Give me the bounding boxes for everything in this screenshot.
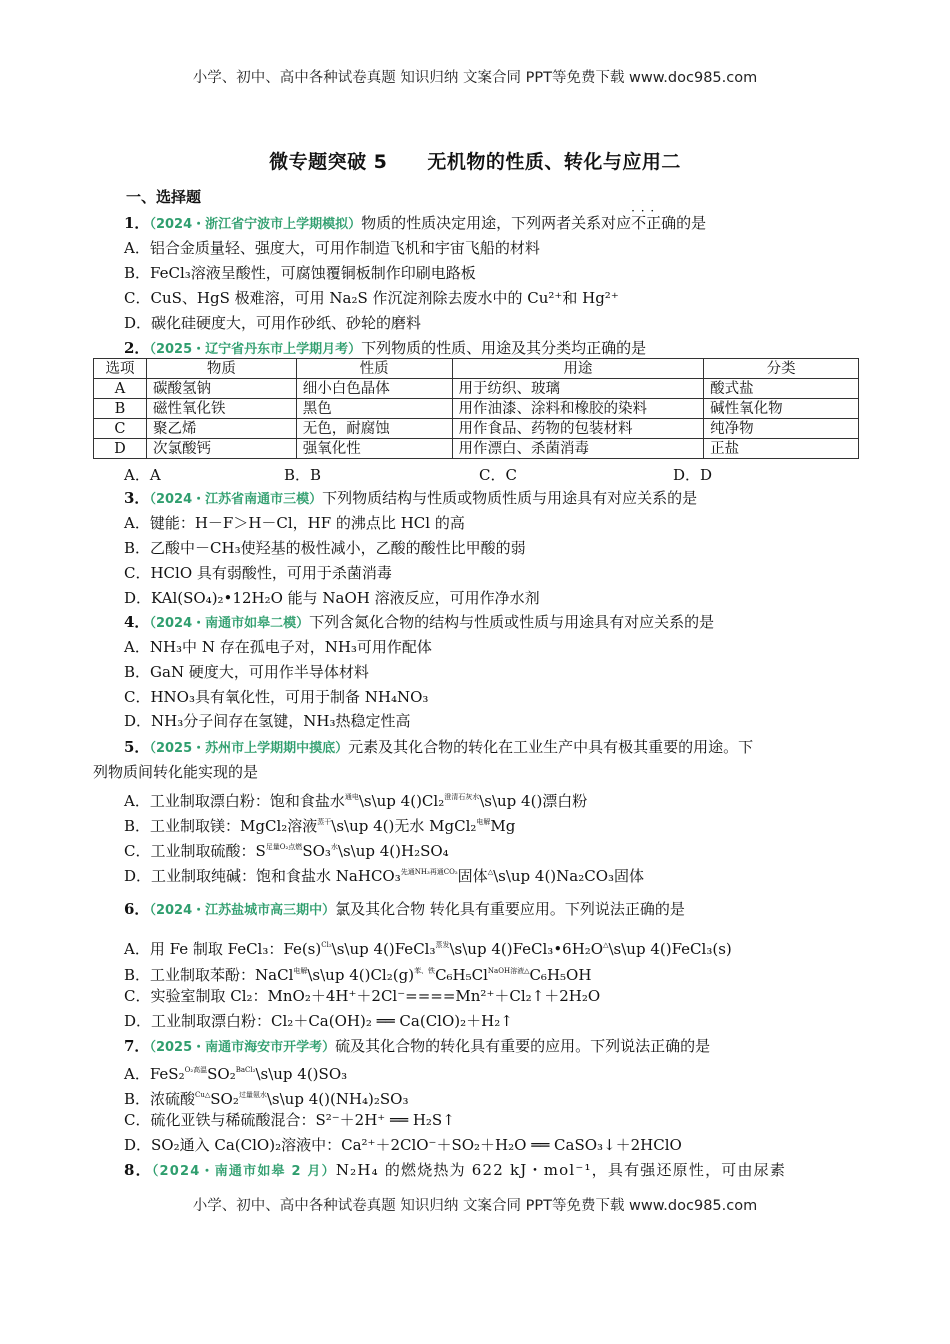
page-title [0,147,950,174]
q2-choice-a: A．A [124,466,161,484]
q2-choice-d: D．D [673,466,713,484]
title-part1: 微专题突破 5 [269,151,388,173]
q3-source: （2024・江苏省南通市三模） [149,492,323,507]
q8-source: （2024・南通市如皋 2 月） [151,1164,336,1179]
q5-d-step2: \s\up 4()Na₂CO₃固体 [493,867,645,885]
q5-c-step1: SO₃ [302,842,331,860]
q5-b-step1: \s\up 4()无水 MgCl₂ [331,817,477,835]
table-cell: 次氯酸钙 [146,439,296,459]
q4-option-b: B．GaN 硬度大，可用作半导体材料 [124,663,369,681]
page-header: 小学、初中、高中各种试卷真题 知识归纳 文案合同 PPT等免费下载 www.doc985.com [192,70,758,86]
q1-option-c: C．CuS、HgS 极难溶，可用 Na₂S 作沉淀剂除去废水中的 Cu²⁺和 Hg²⁺ [124,289,619,307]
q1-source: （2024・浙江省宁波市上学期模拟） [149,217,362,232]
table-cell: 正盐 [704,439,859,459]
q7-a-text: A．FeS₂ [124,1065,185,1083]
q6-b-step3: C₆H₅OH [529,966,592,984]
q2-choice-c: C．C [479,466,517,484]
q5-option-c: C．工业制取硫酸：$S^{足量O_2点燃}SO_3^水\backslash s\backslash up$ 4()H₂SO₄ [124,842,449,860]
table-header: 选项 [94,359,147,379]
q5-source: （2025・苏州市上学期期中摸底） [149,741,349,756]
q4-option-a: A．NH₃中 N 存在孤电子对，NH₃可用作配体 [124,638,432,656]
table-header: 性质 [296,359,452,379]
table-row [94,439,859,459]
q3-number: 3． [124,489,150,507]
q5-a-step1: \s\up 4()Cl₂ [358,792,445,810]
table-cell: 无色，耐腐蚀 [296,419,452,439]
q5-c-step2: \s\up 4()H₂SO₄ [337,842,449,860]
q4-option-c: C．HNO₃具有氧化性，可用于制备 NH₄NO₃ [124,688,429,706]
q3-option-b: B．乙酸中－CH₃使羟基的极性减小，乙酸的酸性比甲酸的弱 [124,539,526,557]
q2-table [93,358,859,459]
table-cell: 聚乙烯 [146,419,296,439]
q7-option-d: D．SO₂通入 Ca(ClO)₂溶液中：Ca²⁺＋2ClO⁻＋SO₂＋H₂O ══ CaSO₃↓＋2HClO [124,1136,682,1154]
q7-source: （2025・南通市海安市开学考） [149,1040,336,1055]
q5-stem-cont: 列物质间转化能实现的是 [93,763,259,781]
table-cell: 用于纺织、玻璃 [452,379,704,399]
q6-a-step1: \s\up 4()FeCl₃ [331,940,436,958]
q3-stem: 下列物质结构与性质或物质性质与用途具有对应关系的是 [322,489,698,507]
q7-option-b: B．浓硫酸$^{Cu\triangle}$SO₂$^{过量氨水}$\s\up 4()(NH₄)₂SO₃ [124,1090,409,1108]
table-cell: 磁性氧化铁 [146,399,296,419]
table-cell: C [94,419,147,439]
section-heading: 一、选择题 [126,188,202,206]
q3-option-a: A．键能：H－F＞H－Cl，HF 的沸点比 HCl 的高 [124,514,465,532]
q4-source: （2024・南通市如皋二模） [149,616,310,631]
q5-a-step2: \s\up 4()漂白粉 [479,792,588,810]
q7-number: 7． [124,1037,150,1055]
q7-a-step1: SO₂ [207,1065,236,1083]
table-cell: B [94,399,147,419]
question-6 [124,899,858,921]
q1-stem: 物质的性质决定用途，下列两者关系对应 [361,214,632,232]
q6-option-d: D．工业制取漂白粉：Cl₂＋Ca(OH)₂ ══ Ca(ClO)₂＋H₂↑ [124,1012,513,1030]
q1-stem-end: 的是 [676,214,707,232]
q6-a-text: A．用 Fe 制取 FeCl₃：Fe(s) [124,940,322,958]
q1-option-a: A．铝合金质量轻、强度大，可用作制造飞机和宇宙飞船的材料 [124,239,540,257]
q5-c-text: C．工业制取硫酸：S [124,842,266,860]
q6-a-step3: \s\up 4()FeCl₃(s) [608,940,732,958]
q5-b-step2: Mg [490,817,516,835]
table-cell: 碳酸氢钠 [146,379,296,399]
table-header: 用途 [452,359,704,379]
q3-option-d: D．KAl(SO₄)₂•12H₂O 能与 NaOH 溶液反应，可用作净水剂 [124,589,540,607]
q6-b-text: B．工业制取苯酚：NaCl [124,966,294,984]
q7-stem: 硫及其化合物的转化具有重要的应用。下列说法正确的是 [335,1037,711,1055]
q6-source: （2024・江苏盐城市高三期中） [149,903,336,918]
question-1 [124,213,858,235]
table-row [94,379,859,399]
question-4 [124,612,858,634]
q7-option-c: C．硫化亚铁与稀硫酸混合：S²⁻＋2H⁺ ══ H₂S↑ [124,1111,455,1129]
table-cell: A [94,379,147,399]
q2-source: （2025・辽宁省丹东市上学期月考） [149,342,362,357]
q7-b-step2: \s\up 4()(NH₄)₂SO₃ [266,1090,409,1108]
q6-b-step2: C₆H₅Cl [435,966,488,984]
q5-a-text: A．工业制取漂白粉：饱和食盐水 [124,792,345,810]
table-header: 物质 [146,359,296,379]
q6-stem: 氯及其化合物 转化具有重要应用。下列说法正确的是 [335,900,685,918]
q5-d-text: D．工业制取纯碱：饱和食盐水 NaHCO₃ [124,867,401,885]
table-cell: 黑色 [296,399,452,419]
table-cell: 细小白色晶体 [296,379,452,399]
q6-a-step2: \s\up 4()FeCl₃•6H₂O [449,940,604,958]
q6-b-step1: \s\up 4()Cl₂(g) [307,966,415,984]
title-part2: 无机物的性质、转化与应用二 [427,151,681,173]
q5-b-text: B．工业制取镁：MgCl₂溶液 [124,817,318,835]
table-row [94,399,859,419]
q1-option-b: B．FeCl₃溶液呈酸性，可腐蚀覆铜板制作印刷电路板 [124,264,476,282]
question-3 [124,488,858,510]
q4-number: 4． [124,613,150,631]
q5-number: 5． [124,738,150,756]
question-7 [124,1036,858,1058]
q3-option-c: C．HClO 具有弱酸性，可用于杀菌消毒 [124,564,392,582]
q4-option-d: D．NH₃分子间存在氢键，NH₃热稳定性高 [124,712,411,730]
q1-number: 1． [124,214,150,232]
table-row [94,419,859,439]
q4-stem: 下列含氮化合物的结构与性质或性质与用途具有对应关系的是 [309,613,715,631]
q2-choice-b: B．B [284,466,322,484]
q1-option-d: D．碳化硅硬度大，可用作砂纸、砂轮的磨料 [124,314,422,332]
table-cell: 碱性氧化物 [704,399,859,419]
question-8 [124,1160,858,1182]
table-cell: 用作油漆、涂料和橡胶的染料 [452,399,704,419]
q7-b-text: B．浓硫酸 [124,1090,196,1108]
q7-a-step2: \s\up 4()SO₃ [255,1065,348,1083]
table-cell: 强氧化性 [296,439,452,459]
q2-stem: 下列物质的性质、用途及其分类均正确的是 [361,339,647,357]
table-header: 分类 [704,359,859,379]
table-cell: 用作食品、药物的包装材料 [452,419,704,439]
table-cell: 用作漂白、杀菌消毒 [452,439,704,459]
q5-option-b: B．工业制取镁：MgCl₂溶液$^{蒸干}$\s\up 4()无水 MgCl₂$^{电解}$Mg [124,817,516,835]
q5-stem: 元素及其化合物的转化在工业生产中具有极其重要的用途。下 [348,738,754,756]
table-header-row [94,359,859,379]
question-5 [124,737,858,759]
q6-number: 6． [124,900,150,918]
table-cell: 纯净物 [704,419,859,439]
q8-number: 8． [124,1161,152,1179]
q1-emphasis: · · · 不正确 [631,214,676,232]
q8-stem: N₂H₄ 的燃烧热为 622 kJ・mol⁻¹，具有强还原性，可由尿素 [335,1161,787,1179]
table-cell: 酸式盐 [704,379,859,399]
table-cell: D [94,439,147,459]
q7-b-step1: SO₂ [210,1090,239,1108]
page-footer: 小学、初中、高中各种试卷真题 知识归纳 文案合同 PPT等免费下载 www.doc985.com [192,1198,758,1214]
q5-d-step1: 固体 [457,867,488,885]
q6-option-a: A．用 Fe 制取 FeCl₃：$Fe(s)^{Cl_2}\backslash s\backslash up$ 4()FeCl₃$^{蒸发}$\s\up 4()FeCl₃•6H₂O△\s\up 4()FeCl₃(s) [124,940,732,958]
question-2 [124,338,858,360]
q5-option-d: D．工业制取纯碱：饱和食盐水 NaHCO₃$^{先通NH_3再通CO_2}$固体△\s\up 4()Na₂CO₃固体 [124,867,645,885]
q6-option-c: C．实验室制取 Cl₂：MnO₂＋4H⁺＋2Cl⁻====Mn²⁺＋Cl₂↑＋2H₂O [124,987,601,1005]
q7-option-a: A．FeS₂$^{O_2高温}$SO₂$^{BaCl_2}$\s\up 4()SO₃ [124,1065,348,1083]
q6-option-b: B．工业制取苯酚：NaCl$^{电解}$\s\up $4()Cl_2(g)^{苯、铁}C_6H_5Cl^{NaOH溶液\triangle}C_6H_5OH$ [124,966,592,984]
q2-number: 2． [124,339,150,357]
q5-option-a: A．工业制取漂白粉：饱和食盐水$^{通电}$\s\up 4()Cl₂$^{澄清石灰水}$\s\up 4()漂白粉 [124,792,588,810]
